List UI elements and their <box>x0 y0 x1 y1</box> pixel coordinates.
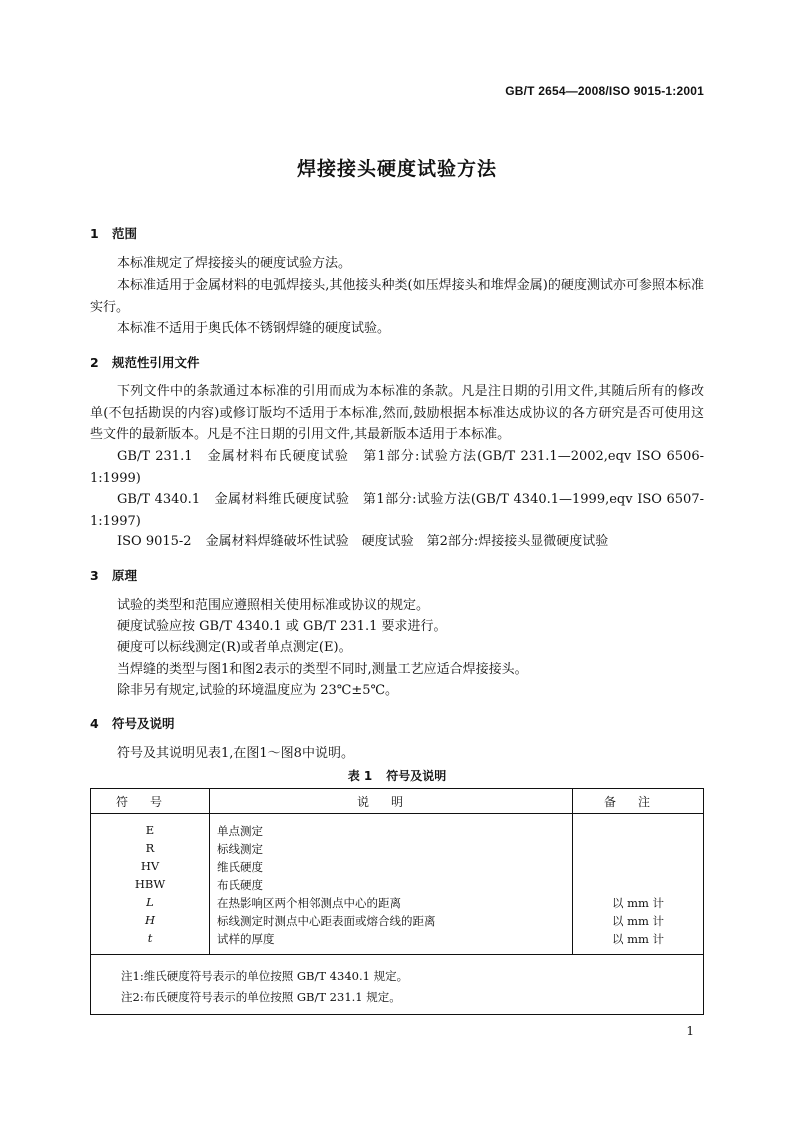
table-row <box>91 858 703 876</box>
table-header-remarks: 备注 <box>603 795 672 809</box>
reference-code: ISO 9015-2 <box>117 534 192 549</box>
section-number: 2 <box>90 355 99 370</box>
section-number: 1 <box>90 226 99 241</box>
table-note-2: 注2:布氏硬度符号表示的单位按照 GB/T 231.1 规定。 <box>121 990 401 1004</box>
reference-code: GB/T 231.1 <box>117 449 193 464</box>
section-3-heading <box>90 566 137 584</box>
section-number: 3 <box>90 568 99 583</box>
table-note-1: 注1:维氏硬度符号表示的单位按照 GB/T 4340.1 规定。 <box>121 969 409 983</box>
symbol-cell: R <box>145 841 155 855</box>
reference-text: 金属材料布氏硬度试验 第1部分:试验方法(GB/T 231.1—2002,eqv ISO 6506-1:1999) <box>90 449 704 486</box>
principle-paragraph-2: 硬度试验应按 GB/T 4340.1 或 GB/T 231.1 要求进行。 <box>117 619 447 634</box>
section-1-heading <box>90 224 137 242</box>
description-cell: 单点测定 <box>217 824 263 838</box>
reference-text: 金属材料维氏硬度试验 第1部分:试验方法(GB/T 4340.1—1999,eqv ISO 6507-1:1997) <box>90 492 704 529</box>
table-header-row <box>91 789 703 814</box>
section-number: 4 <box>90 716 99 731</box>
scope-paragraph-2: 本标准适用于金属材料的电弧焊接头,其他接头种类(如压焊接头和堆焊金属)的硬度测试亦可参照本标准实行。 <box>90 278 704 315</box>
symbol-cell: H <box>144 913 156 927</box>
table-row <box>91 876 703 894</box>
principle-paragraph-3: 硬度可以标线测定(R)或者单点测定(E)。 <box>117 640 352 655</box>
document-title: 焊接接头硬度试验方法 <box>296 158 497 180</box>
section-title: 规范性引用文件 <box>112 355 200 370</box>
table-number: 表 1 <box>347 769 373 783</box>
reference-iso-9015-2 <box>90 531 704 553</box>
symbol-cell: L <box>146 895 154 909</box>
description-cell: 标线测定 <box>217 842 263 856</box>
normative-references-paragraph: 下列文件中的条款通过本标准的引用而成为本标准的条款。凡是注日期的引用文件,其随后所有的修改单(不包括勘误的内容)或修订版均不适用于本标准,然而,鼓励根据本标准达成协议的各方研究是否可使用这些文件的最新版本。凡是不注日期的引用文件,其最新版本适用于本标准。 <box>90 384 704 442</box>
table-body <box>91 822 703 948</box>
scope-paragraph-3: 本标准不适用于奥氏体不锈钢焊缝的硬度试验。 <box>117 321 391 336</box>
description-cell: 布氏硬度 <box>217 878 263 892</box>
section-title: 符号及说明 <box>112 716 175 731</box>
standard-number: GB/T 2654—2008/ISO 9015-1:2001 <box>505 84 704 98</box>
table-row <box>91 894 703 912</box>
reference-code: GB/T 4340.1 <box>117 492 201 507</box>
table-row <box>91 930 703 948</box>
principle-paragraph-4: 当焊缝的类型与图1和图2表示的类型不同时,测量工艺应适合焊接接头。 <box>117 662 528 677</box>
table-row <box>91 822 703 840</box>
principle-paragraph-1: 试验的类型和范围应遵照相关使用标准或协议的规定。 <box>117 598 430 613</box>
remark-cell: 以 mm 计 <box>611 896 665 910</box>
description-cell: 维氏硬度 <box>217 860 263 874</box>
principle-paragraph-5: 除非另有规定,试验的环境温度应为 23℃±5℃。 <box>117 683 399 698</box>
section-title: 原理 <box>112 568 138 583</box>
symbol-cell: HV <box>140 859 160 873</box>
section-4-heading <box>90 714 175 732</box>
symbol-cell: E <box>145 823 155 837</box>
table-row <box>91 912 703 930</box>
page-number: 1 <box>686 1024 694 1038</box>
table-header-symbol: 符号 <box>115 795 184 809</box>
remark-cell: 以 mm 计 <box>611 914 665 928</box>
reference-text: 金属材料焊缝破坏性试验 硬度试验 第2部分:焊接接头显微硬度试验 <box>205 534 609 549</box>
section-title: 范围 <box>112 226 138 241</box>
table-title: 符号及说明 <box>386 769 447 783</box>
table-header-description: 说明 <box>356 795 425 809</box>
description-cell: 试样的厚度 <box>217 932 275 946</box>
symbols-table <box>90 788 704 1015</box>
symbol-cell: t <box>147 931 153 945</box>
remark-cell: 以 mm 计 <box>611 932 665 946</box>
table-notes <box>91 954 703 1004</box>
section-2-heading <box>90 353 200 371</box>
description-cell: 标线测定时测点中心距表面或熔合线的距离 <box>217 914 436 928</box>
symbol-cell: HBW <box>134 877 166 891</box>
description-cell: 在热影响区两个相邻测点中心的距离 <box>217 896 401 910</box>
reference-gbt-4340-1 <box>90 489 704 532</box>
table-caption <box>0 767 794 784</box>
table-row <box>91 840 703 858</box>
symbols-paragraph: 符号及其说明见表1,在图1～图8中说明。 <box>117 746 354 761</box>
reference-gbt-231-1 <box>90 446 704 489</box>
scope-paragraph-1: 本标准规定了焊接接头的硬度试验方法。 <box>117 256 352 271</box>
